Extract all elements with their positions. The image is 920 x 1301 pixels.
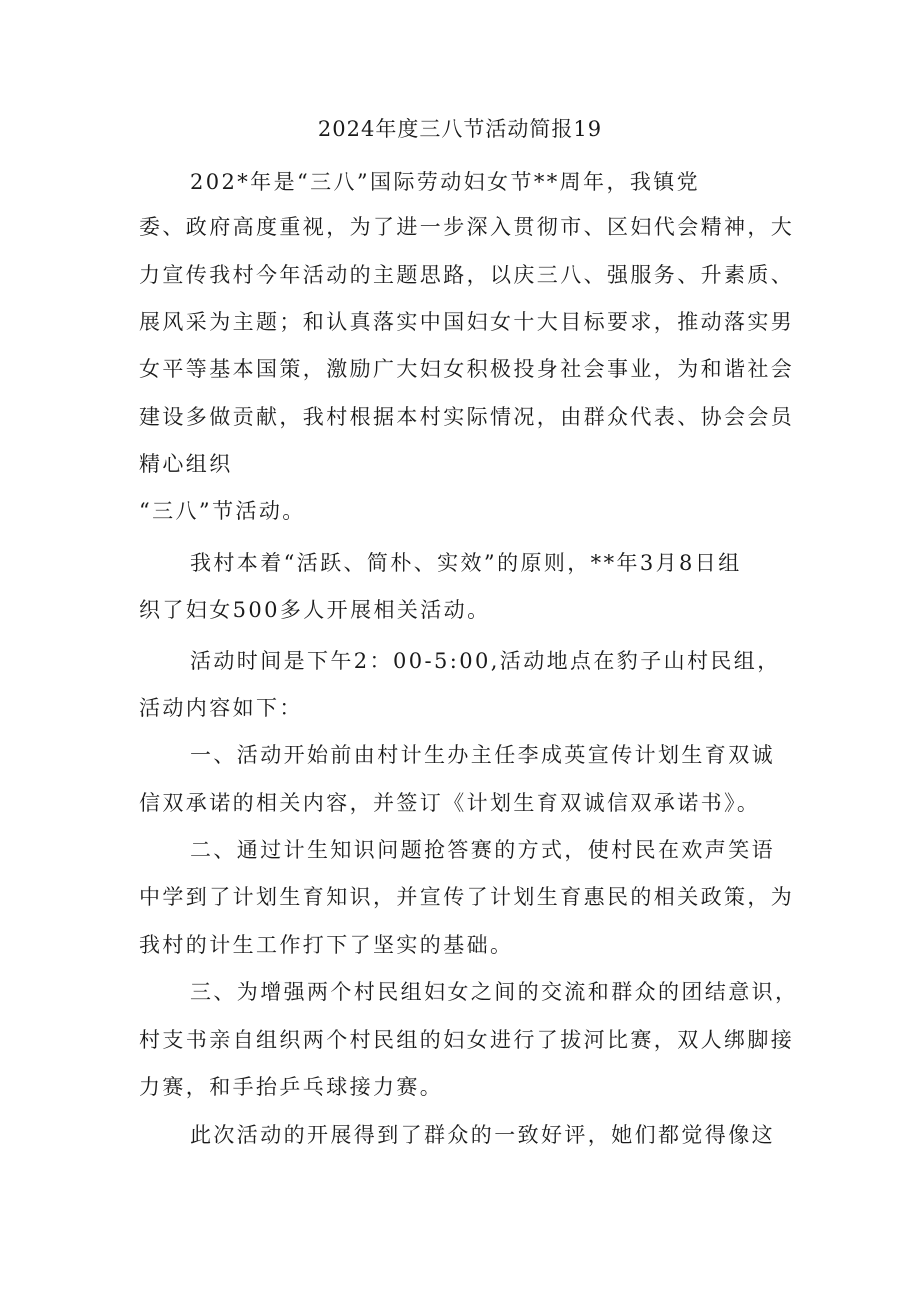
paragraph-line: 此次活动的开展得到了群众的一致好评，她们都觉得像这	[190, 1123, 775, 1147]
paragraph-line: “三八”节活动。	[139, 499, 306, 523]
paragraph-line: 力赛，和手抬乒乓球接力赛。	[139, 1075, 444, 1099]
paragraph-line: 我村本着“活跃、简朴、实效”的原则，**年3月8日组	[190, 551, 742, 575]
paragraph-line: 信双承诺的相关内容，并签订《计划生育双诚信双承诺书》。	[139, 791, 761, 815]
paragraph-line: 精心组织	[139, 452, 233, 476]
paragraph-line: 中学到了计划生育知识，并宣传了计划生育惠民的相关政策，为	[139, 885, 795, 909]
paragraph-line: 三、为增强两个村民组妇女之间的交流和群众的团结意识，	[190, 980, 799, 1004]
document-title: 2024年度三八节活动简报19	[317, 117, 603, 141]
paragraph-line: 女平等基本国策，激励广大妇女积极投身社会事业，为和谐社会	[139, 357, 795, 381]
paragraph-line: 建设多做贡献，我村根据本村实际情况，由群众代表、协会会员	[139, 405, 795, 429]
paragraph-line: 织了妇女500多人开展相关活动。	[139, 598, 491, 622]
paragraph-line: 展风采为主题；和认真落实中国妇女十大目标要求，推动落实男	[139, 310, 795, 334]
paragraph-line: 二、通过计生知识问题抢答赛的方式，使村民在欢声笑语	[190, 838, 775, 862]
paragraph-line: 力宣传我村今年活动的主题思路，以庆三八、强服务、升素质、	[139, 263, 795, 287]
paragraph-line: 一、活动开始前由村计生办主任李成英宣传计划生育双诚	[190, 743, 775, 767]
paragraph-line: 活动时间是下午2：00-5:00,活动地点在豹子山村民组，	[190, 649, 781, 673]
paragraph-line: 活动内容如下：	[139, 696, 303, 720]
paragraph-line: 我村的计生工作打下了坚实的基础。	[139, 933, 514, 957]
paragraph-line: 委、政府高度重视，为了进一步深入贯彻市、区妇代会精神，大	[139, 215, 795, 239]
paragraph-line: 村支书亲自组织两个村民组的妇女进行了拔河比赛，双人绑脚接	[139, 1028, 795, 1052]
paragraph-line: 202*年是“三八”国际劳动妇女节**周年，我镇党	[190, 170, 701, 194]
